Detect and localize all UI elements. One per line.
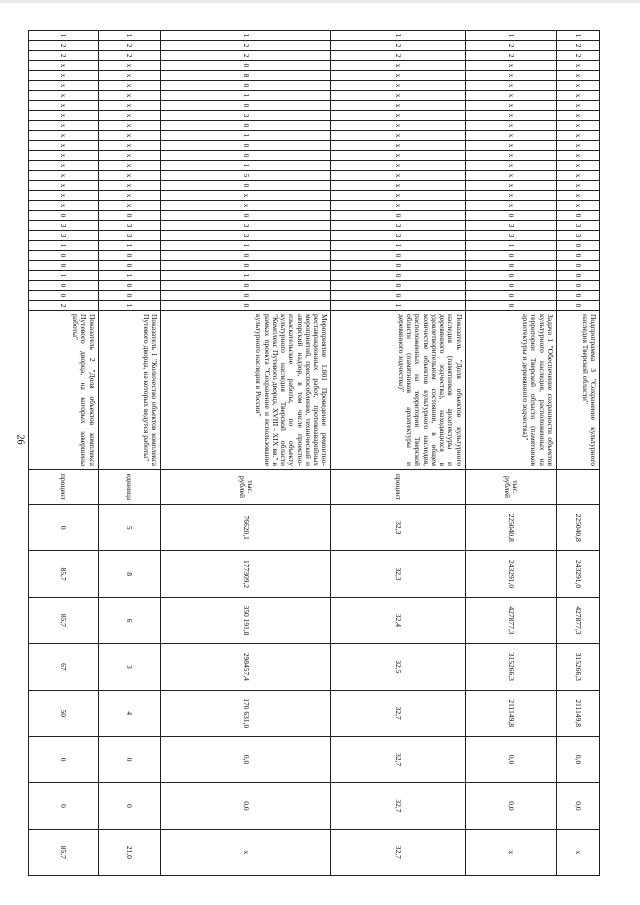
code-cell: 3 — [161, 111, 331, 121]
code-cell: x — [29, 201, 99, 211]
code-cell: 0 — [556, 271, 599, 281]
code-cell: 0 — [161, 151, 331, 161]
code-cell: 1 — [98, 271, 160, 281]
value-cell: 0 — [29, 736, 99, 782]
code-cell: 2 — [331, 51, 465, 61]
code-cell: x — [556, 61, 599, 71]
code-cell: 0 — [161, 121, 331, 131]
value-cell: 243291,0 — [465, 551, 556, 597]
row-name: Подпрограмма 3 "Сохранение культурного наследия Тверской области" — [556, 311, 599, 470]
unit-cell: процент — [331, 470, 465, 505]
code-cell: x — [161, 191, 331, 201]
code-cell: x — [556, 201, 599, 211]
code-cell: x — [29, 71, 99, 81]
code-cell: 1 — [465, 241, 556, 251]
code-cell: x — [98, 151, 160, 161]
code-cell: x — [29, 141, 99, 151]
code-cell: 0 — [29, 261, 99, 271]
code-cell: 0 — [331, 271, 465, 281]
code-cell: x — [98, 201, 160, 211]
code-cell: 0 — [556, 281, 599, 291]
code-cell: 3 — [465, 231, 556, 241]
code-cell: x — [98, 171, 160, 181]
code-cell: x — [465, 161, 556, 171]
code-cell: x — [98, 131, 160, 141]
value-cell: 315266,3 — [556, 644, 599, 690]
value-cell: 0,0 — [161, 736, 331, 782]
table-row — [556, 31, 599, 876]
value-cell: 177309,2 — [161, 551, 331, 597]
value-cell: x — [556, 829, 599, 875]
code-cell: 2 — [331, 41, 465, 51]
code-cell: 0 — [331, 291, 465, 301]
code-cell: x — [465, 151, 556, 161]
code-cell: x — [331, 191, 465, 201]
code-cell: 1 — [465, 31, 556, 41]
code-cell: 3 — [331, 231, 465, 241]
row-name: Показатель "Доля объектов культурного наследия (памятников архитектуры и деревянного зодчества), находящихся в удовлетворительном состоянии, в общем количестве объектов культурного наследия, расположенных на территории Тверской области (памятников архитектуры и деревянного зодчества)" — [331, 311, 465, 470]
code-cell: x — [465, 121, 556, 131]
code-cell: 1 — [161, 161, 331, 171]
code-cell: x — [556, 91, 599, 101]
code-cell: x — [465, 81, 556, 91]
code-cell: 8 — [161, 71, 331, 81]
code-cell: x — [465, 91, 556, 101]
program-table — [28, 30, 600, 876]
code-cell: 1 — [331, 301, 465, 311]
code-cell: 2 — [98, 41, 160, 51]
code-cell: 0 — [161, 181, 331, 191]
code-cell: 1 — [331, 31, 465, 41]
value-cell: 427877,3 — [465, 597, 556, 643]
code-cell: 3 — [331, 221, 465, 231]
value-cell: 32,3 — [331, 551, 465, 597]
code-cell: x — [98, 191, 160, 201]
code-cell: x — [331, 161, 465, 171]
code-cell: x — [98, 91, 160, 101]
value-cell: 32,7 — [331, 829, 465, 875]
value-cell: 0 — [29, 783, 99, 829]
code-cell: x — [98, 121, 160, 131]
code-cell: x — [29, 181, 99, 191]
code-cell: 3 — [161, 221, 331, 231]
code-cell: x — [465, 61, 556, 71]
value-cell: 0,0 — [465, 736, 556, 782]
code-cell: x — [331, 61, 465, 71]
code-cell: 0 — [98, 291, 160, 301]
code-cell: x — [556, 161, 599, 171]
value-cell: 50 — [29, 690, 99, 736]
unit-cell: тыс. рублей — [465, 470, 556, 505]
code-cell: x — [331, 71, 465, 81]
value-cell: 0 — [29, 505, 99, 551]
code-cell: 0 — [331, 281, 465, 291]
row-name: Мероприятие 1.001 Проведение ремонтно-реставрационных работ, противоаварийных мероприятий, приспособление, технический и авторский надзор, в том числе проектно-изыскательские работы, по объекту культурного наследия Тверской области "Комплекс Путевого дворца, XVIII - XIX вв." в рамках проекта "Сохранение и использование культурного наследия в России" — [161, 311, 331, 470]
code-cell: 1 — [161, 241, 331, 251]
value-cell: 32,3 — [331, 505, 465, 551]
code-cell: 0 — [98, 251, 160, 261]
code-cell: 2 — [556, 51, 599, 61]
code-cell: 2 — [29, 41, 99, 51]
code-cell: x — [98, 71, 160, 81]
code-cell: 3 — [98, 231, 160, 241]
table-row — [161, 31, 331, 876]
code-cell: 0 — [556, 301, 599, 311]
code-cell: x — [556, 71, 599, 81]
code-cell: x — [98, 111, 160, 121]
value-cell: 298457,4 — [161, 644, 331, 690]
code-cell: x — [331, 91, 465, 101]
code-cell: 0 — [98, 211, 160, 221]
value-cell: 0,0 — [161, 783, 331, 829]
code-cell: 5 — [161, 171, 331, 181]
code-cell: x — [29, 171, 99, 181]
code-cell: x — [29, 61, 99, 71]
rotated-table-wrapper — [28, 30, 600, 876]
code-cell: x — [556, 171, 599, 181]
value-cell: 76620,1 — [161, 505, 331, 551]
code-cell: 0 — [556, 261, 599, 271]
code-cell: x — [161, 201, 331, 211]
value-cell: 32,5 — [331, 644, 465, 690]
code-cell: 0 — [29, 281, 99, 291]
code-cell: 2 — [161, 41, 331, 51]
value-cell: 32,7 — [331, 736, 465, 782]
table-row — [465, 31, 556, 876]
code-cell: 1 — [29, 241, 99, 251]
code-cell: x — [29, 131, 99, 141]
code-cell: x — [98, 101, 160, 111]
code-cell: 3 — [556, 231, 599, 241]
code-cell: 1 — [29, 271, 99, 281]
table-row — [98, 31, 160, 876]
code-cell: x — [98, 141, 160, 151]
value-cell: 3 — [98, 644, 160, 690]
code-cell: 0 — [161, 211, 331, 221]
code-cell: x — [465, 171, 556, 181]
code-cell: x — [465, 101, 556, 111]
code-cell: 0 — [29, 251, 99, 261]
code-cell: 0 — [161, 61, 331, 71]
code-cell: x — [29, 191, 99, 201]
code-cell: 1 — [556, 31, 599, 41]
code-cell: 0 — [556, 211, 599, 221]
value-cell: 32,7 — [331, 690, 465, 736]
code-cell: x — [465, 191, 556, 201]
unit-cell: тыс. рублей — [161, 470, 331, 505]
code-cell: 1 — [161, 271, 331, 281]
value-cell: 21,0 — [98, 829, 160, 875]
unit-cell: процент — [29, 470, 99, 505]
code-cell: 3 — [556, 221, 599, 231]
value-cell: 0 — [98, 783, 160, 829]
code-cell: 3 — [161, 231, 331, 241]
code-cell: 1 — [29, 31, 99, 41]
value-cell: 0,0 — [465, 783, 556, 829]
code-cell: 3 — [98, 221, 160, 231]
code-cell: x — [556, 121, 599, 131]
code-cell: x — [556, 101, 599, 111]
code-cell: x — [331, 141, 465, 151]
value-cell: 0,0 — [556, 783, 599, 829]
code-cell: x — [29, 161, 99, 171]
table-body — [29, 31, 600, 876]
row-name: Показатель 2 "Доля объектов комплекса Путевого дворца, на которых завершены работы" — [29, 311, 99, 470]
value-cell: 211149,8 — [556, 690, 599, 736]
code-cell: 2 — [161, 51, 331, 61]
code-cell: x — [556, 151, 599, 161]
code-cell: 0 — [161, 291, 331, 301]
code-cell: 3 — [29, 231, 99, 241]
code-cell: 0 — [161, 301, 331, 311]
code-cell: 2 — [29, 301, 99, 311]
code-cell: 1 — [161, 131, 331, 141]
code-cell: 0 — [331, 251, 465, 261]
code-cell: 0 — [556, 241, 599, 251]
code-cell: x — [465, 181, 556, 191]
code-cell: 2 — [98, 51, 160, 61]
value-cell: 67 — [29, 644, 99, 690]
row-name: Задача 1 "Обеспечение сохранности объектов культурного наследия, расположенных на территории Тверской области (памятников архитектуры и деревянного зодчества)" — [465, 311, 556, 470]
code-cell: 0 — [161, 81, 331, 91]
code-cell: 0 — [98, 281, 160, 291]
code-cell: 1 — [161, 31, 331, 41]
code-cell: 0 — [465, 271, 556, 281]
code-cell: 0 — [465, 251, 556, 261]
value-cell: 5 — [98, 505, 160, 551]
code-cell: x — [29, 91, 99, 101]
code-cell: 1 — [98, 301, 160, 311]
code-cell: x — [98, 181, 160, 191]
code-cell: x — [29, 101, 99, 111]
code-cell: x — [331, 111, 465, 121]
code-cell: x — [331, 81, 465, 91]
code-cell: x — [556, 111, 599, 121]
value-cell: 427877,3 — [556, 597, 599, 643]
code-cell: 0 — [556, 291, 599, 301]
code-cell: x — [465, 201, 556, 211]
value-cell: x — [161, 829, 331, 875]
value-cell: 0 — [98, 736, 160, 782]
code-cell: 0 — [161, 251, 331, 261]
code-cell: x — [29, 81, 99, 91]
value-cell: 315266,3 — [465, 644, 556, 690]
value-cell: 350 191,8 — [161, 597, 331, 643]
code-cell: 0 — [465, 291, 556, 301]
code-cell: x — [331, 151, 465, 161]
value-cell: 0,0 — [556, 736, 599, 782]
code-cell: 1 — [161, 91, 331, 101]
code-cell: x — [465, 71, 556, 81]
value-cell: 8 — [98, 551, 160, 597]
code-cell: x — [556, 181, 599, 191]
code-cell: x — [98, 161, 160, 171]
code-cell: 0 — [465, 301, 556, 311]
code-cell: x — [29, 111, 99, 121]
code-cell: x — [556, 141, 599, 151]
code-cell: 0 — [98, 261, 160, 271]
value-cell: 225040,8 — [556, 505, 599, 551]
code-cell: 0 — [465, 211, 556, 221]
code-cell: 0 — [161, 281, 331, 291]
code-cell: 3 — [465, 221, 556, 231]
code-cell: 0 — [331, 261, 465, 271]
code-cell: 2 — [29, 51, 99, 61]
value-cell: 211149,8 — [465, 690, 556, 736]
code-cell: 1 — [331, 241, 465, 251]
code-cell: x — [331, 181, 465, 191]
value-cell: 6 — [98, 597, 160, 643]
unit-cell: единица — [98, 470, 160, 505]
value-cell: 85,7 — [29, 597, 99, 643]
code-cell: x — [98, 61, 160, 71]
code-cell: x — [556, 81, 599, 91]
code-cell: 1 — [98, 241, 160, 251]
code-cell: 2 — [465, 41, 556, 51]
value-cell: 225040,8 — [465, 505, 556, 551]
code-cell: 0 — [465, 261, 556, 271]
code-cell: x — [331, 101, 465, 111]
value-cell: 85,7 — [29, 551, 99, 597]
code-cell: x — [98, 81, 160, 91]
row-name: Показатель 1 "Количество объектов комплекса Путевого дворца, на которых ведутся работы" — [98, 311, 160, 470]
code-cell: 3 — [29, 221, 99, 231]
code-cell: 0 — [556, 251, 599, 261]
code-cell: x — [331, 131, 465, 141]
code-cell: 2 — [556, 41, 599, 51]
value-cell: 170 631,0 — [161, 690, 331, 736]
code-cell: 0 — [161, 261, 331, 271]
value-cell: x — [465, 829, 556, 875]
code-cell: 0 — [161, 101, 331, 111]
code-cell: x — [29, 121, 99, 131]
code-cell: x — [465, 131, 556, 141]
code-cell: x — [556, 191, 599, 201]
code-cell: x — [331, 121, 465, 131]
value-cell: 32,7 — [331, 783, 465, 829]
code-cell: 1 — [98, 31, 160, 41]
value-cell: 4 — [98, 690, 160, 736]
value-cell: 32,4 — [331, 597, 465, 643]
code-cell: x — [29, 151, 99, 161]
code-cell: 0 — [161, 141, 331, 151]
code-cell: x — [331, 171, 465, 181]
scan-edge — [0, 0, 640, 3]
page-number: 26 — [14, 434, 26, 445]
code-cell: 0 — [465, 281, 556, 291]
code-cell: 0 — [29, 291, 99, 301]
table-row — [29, 31, 99, 876]
table-row — [331, 31, 465, 876]
code-cell: x — [465, 141, 556, 151]
code-cell: x — [465, 111, 556, 121]
code-cell: x — [556, 131, 599, 141]
value-cell: 85,7 — [29, 829, 99, 875]
unit-cell — [556, 470, 599, 505]
code-cell: 0 — [331, 211, 465, 221]
code-cell: x — [331, 201, 465, 211]
code-cell: 0 — [29, 211, 99, 221]
code-cell: 2 — [465, 51, 556, 61]
value-cell: 243291,0 — [556, 551, 599, 597]
